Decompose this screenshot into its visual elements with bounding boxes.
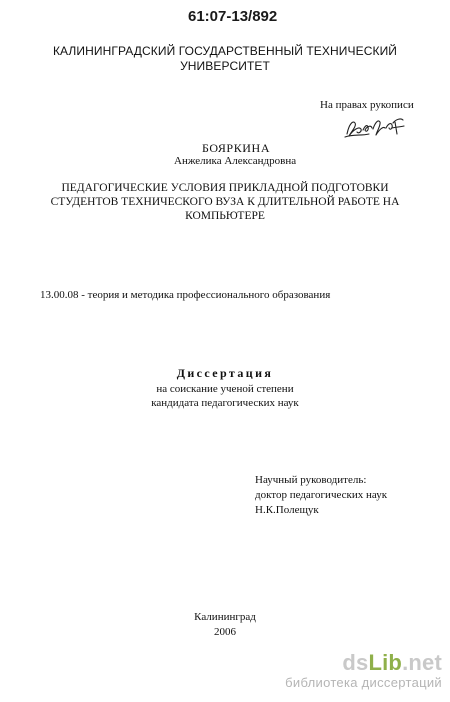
manuscript-rights-note: На правах рукописи [320,99,414,111]
archive-code-number: 61:07-13/892 [188,8,278,25]
dissertation-heading: Диссертация [176,366,274,380]
supervisor-name: Н.К.Полещук [255,504,319,516]
author-given-names: Анжелика Александровна [174,155,297,167]
supervisor-degree: доктор педагогических наук [255,489,388,501]
university-name-line-2: УНИВЕРСИТЕТ [180,59,270,73]
dslib-subtitle: библиотека диссертаций [285,675,442,690]
dslib-watermark[interactable] [285,651,442,691]
handwritten-signature [343,114,407,140]
year: 2006 [214,626,236,638]
city: Калининград [194,611,256,623]
dslib-logo [285,651,442,675]
degree-line-1: на соискание ученой степени [156,383,294,395]
university-name-line-1: КАЛИНИНГРАДСКИЙ ГОСУДАРСТВЕННЫЙ ТЕХНИЧЕСКИЙ [52,44,398,58]
dissertation-title-line-3: КОМПЬЮТЕРЕ [185,210,265,222]
dslib-logo-part-2: Lib [368,650,403,675]
dissertation-title-line-2: СТУДЕНТОВ ТЕХНИЧЕСКОГО ВУЗА К ДЛИТЕЛЬНОЙ РАБОТЕ НА [50,196,400,208]
degree-line-2: кандидата педагогических наук [151,397,299,409]
author-surname: БОЯРКИНА [202,141,271,155]
supervisor-label: Научный руководитель: [255,474,367,486]
dslib-logo-part-1: ds [342,650,369,675]
dslib-logo-part-3: .net [402,650,442,675]
university-name [0,44,450,74]
specialty-code: 13.00.08 - теория и методика профессионального образования [40,289,331,301]
dissertation-title-line-1: ПЕДАГОГИЧЕСКИЕ УСЛОВИЯ ПРИКЛАДНОЙ ПОДГОТОВКИ [61,182,389,194]
dissertation-title [0,181,450,223]
